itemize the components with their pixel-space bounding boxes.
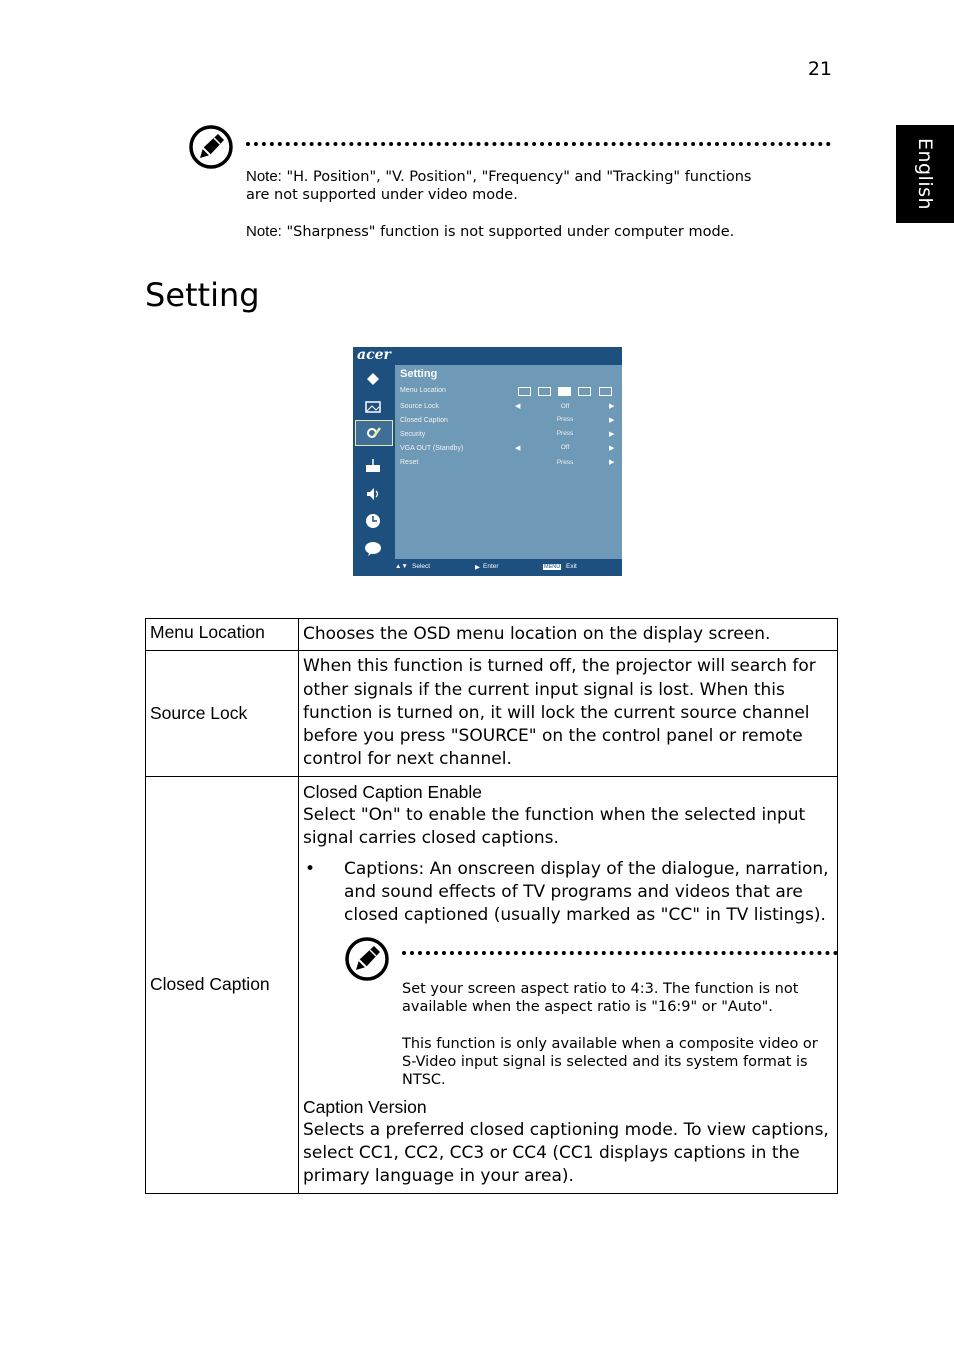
row-desc-closed-caption	[299, 776, 838, 1193]
osd-footer-select: Select	[412, 563, 431, 570]
language-icon	[364, 539, 382, 557]
row-desc-menu-location: Chooses the OSD menu location on the display screen.	[299, 619, 838, 651]
table-row	[146, 651, 838, 776]
note-pen-icon	[344, 936, 390, 982]
section-title: Setting	[145, 276, 260, 314]
page-number: 21	[807, 58, 832, 80]
keyboard-icon	[364, 457, 382, 475]
osd-right-arrow-icon: ▶	[609, 444, 615, 452]
row-name-source-lock: Source Lock	[146, 651, 299, 776]
osd-left-arrow-icon: ◀	[515, 402, 521, 410]
note-label: Note:	[246, 168, 282, 185]
note-divider	[246, 142, 831, 146]
caption-version-text: Selects a preferred closed captioning mode. To view captions, select CC1, CC2, CC3 or CC4 (CC1 displays captions in the primary language in your area).	[303, 1119, 829, 1187]
osd-logo: acer	[357, 347, 391, 363]
closed-caption-note-2: This function is only available when a composite video or S-Video input signal is selected and its system format is NTSC.	[402, 1035, 818, 1088]
osd-footer-exit: Exit	[566, 563, 577, 570]
image-icon	[364, 398, 382, 416]
osd-right-arrow-icon: ▶	[609, 458, 615, 466]
note-label: Note:	[246, 223, 282, 240]
osd-updown-icon: ▲▼	[395, 563, 408, 570]
note-pen-icon	[188, 124, 234, 170]
bullet-icon: •	[305, 858, 316, 879]
row-name-closed-caption: Closed Caption	[146, 776, 299, 1193]
osd-enter-icon: ▶	[475, 564, 480, 571]
osd-title: Setting	[400, 368, 438, 380]
captions-bullet	[303, 858, 833, 928]
note-1	[246, 168, 826, 204]
language-tab-label: English	[914, 137, 936, 211]
setting-icon	[365, 424, 383, 442]
closed-caption-enable-heading: Closed Caption Enable	[303, 781, 483, 802]
osd-footer-enter: Enter	[483, 563, 499, 570]
osd-right-arrow-icon: ▶	[609, 430, 615, 438]
osd-value-closed-caption: Press	[556, 416, 574, 423]
closed-caption-note-1: Set your screen aspect ratio to 4:3. The function is not available when the aspect ratio is "16:9" or "Auto".	[402, 980, 799, 1015]
note-2	[246, 223, 826, 241]
row-name-menu-location: Menu Location	[146, 619, 299, 651]
osd-item-source-lock: Source Lock	[400, 403, 439, 410]
osd-header-bar	[353, 347, 622, 365]
osd-value-vga-out: Off	[560, 444, 570, 451]
osd-menu-screenshot	[353, 347, 622, 576]
osd-right-arrow-icon: ▶	[609, 416, 615, 424]
closed-caption-note	[303, 928, 833, 1096]
table-row	[146, 776, 838, 1193]
note-2-text: "Sharpness" function is not supported under computer mode.	[286, 224, 735, 240]
settings-table	[145, 618, 838, 1194]
row-desc-source-lock: When this function is turned off, the projector will search for other signals if the current input signal is lost. When this function is turned on, it will lock the current source channel before you press "SOURCE" on the control panel or remote control for next channel.	[299, 651, 838, 776]
osd-location-box-3	[558, 387, 571, 396]
table-row	[146, 619, 838, 651]
osd-location-box-4	[578, 387, 591, 396]
closed-caption-enable-text: Select "On" to enable the function when the selected input signal carries closed captions.	[303, 805, 806, 849]
speaker-icon	[364, 485, 382, 503]
language-tab	[896, 125, 954, 223]
osd-item-menu-location: Menu Location	[400, 387, 446, 394]
osd-item-security: Security	[400, 431, 426, 438]
note-divider	[402, 951, 838, 955]
osd-location-box-1	[518, 387, 531, 396]
caption-version-heading: Caption Version	[303, 1096, 427, 1117]
note-1-text-cont: are not supported under video mode.	[246, 187, 518, 203]
note-1-text: "H. Position", "V. Position", "Frequency" and "Tracking" functions	[286, 169, 752, 185]
osd-value-reset: Press	[556, 459, 574, 466]
osd-location-box-5	[599, 387, 612, 396]
osd-sidebar	[353, 365, 395, 560]
osd-footer-menu-key: MENU	[544, 564, 561, 570]
osd-value-source-lock: Off	[560, 403, 570, 410]
osd-item-closed-caption: Closed Caption	[400, 417, 448, 424]
color-icon	[364, 370, 382, 388]
osd-item-reset: Reset	[400, 459, 419, 466]
osd-left-arrow-icon: ◀	[515, 444, 521, 452]
osd-right-arrow-icon: ▶	[609, 402, 615, 410]
osd-value-security: Press	[556, 430, 574, 437]
osd-selected-setting	[355, 420, 393, 446]
osd-item-vga-out: VGA OUT (Standby)	[400, 445, 464, 452]
osd-location-box-2	[538, 387, 551, 396]
captions-bullet-text: Captions: An onscreen display of the dialogue, narration, and sound effects of TV programs and videos that are closed captioned (usually marked as "CC" in TV listings).	[344, 858, 829, 926]
timer-icon	[364, 512, 382, 530]
